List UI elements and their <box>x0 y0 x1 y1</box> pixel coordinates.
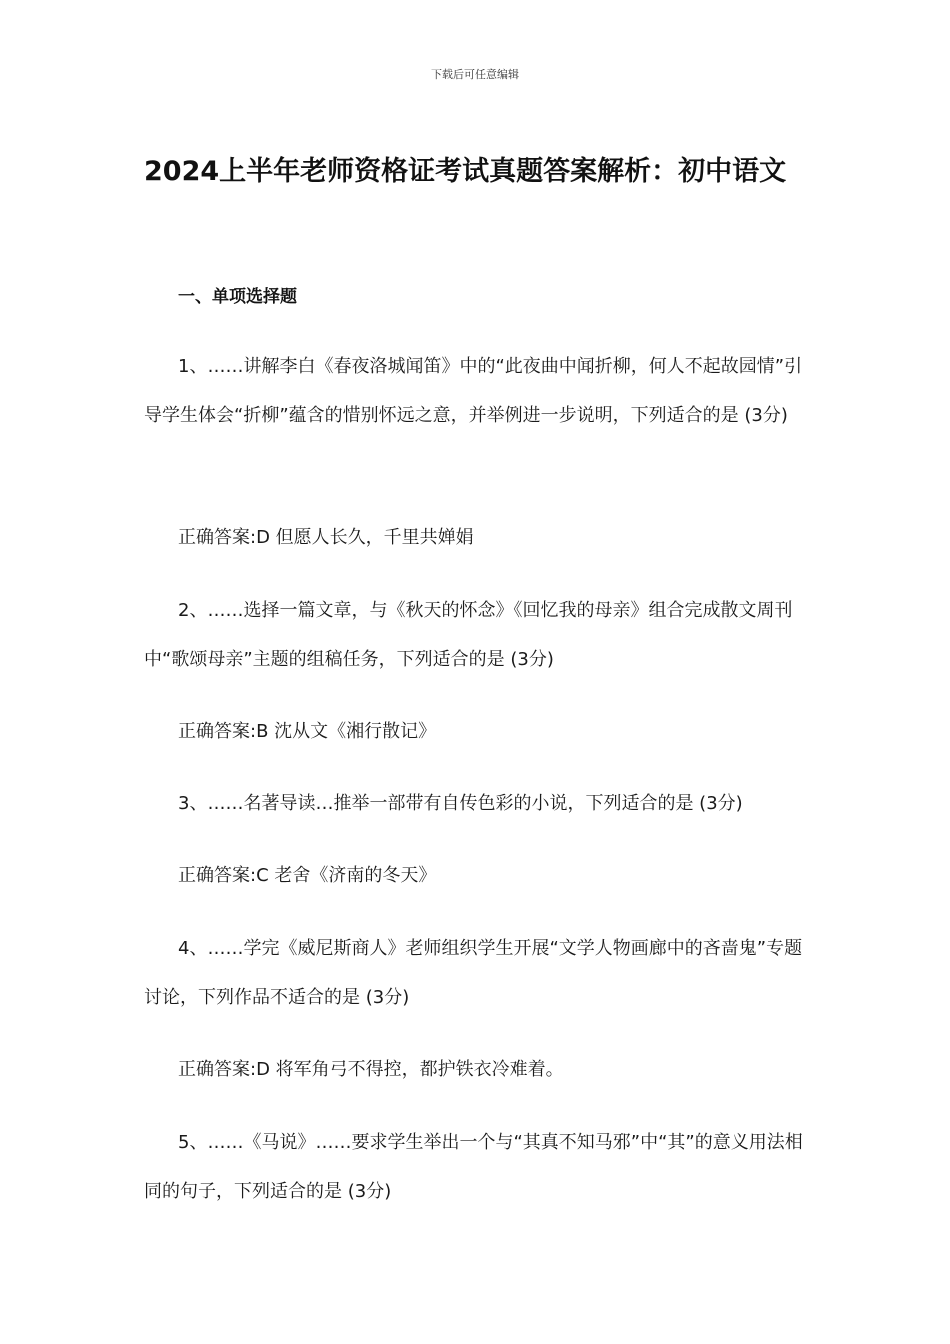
question-2-text: 2、……选择一篇文章，与《秋天的怀念》《回忆我的母亲》组合完成散文周刊中“歌颂母亲”主题的组稿任务，下列适合的是 (3分) <box>144 600 793 670</box>
question-3-text: 3、……名著导读…推举一部带有自传色彩的小说，下列适合的是 (3分) <box>178 793 743 814</box>
question-4-text: 4、……学完《威尼斯商人》老师组织学生开展“文学人物画廊中的吝啬鬼”专题讨论，下列作品不适合的是 (3分) <box>144 938 803 1008</box>
section-heading: 一、单项选择题 <box>178 287 297 307</box>
question-1-text: 1、……讲解李白《春夜洛城闻笛》中的“此夜曲中闻折柳，何人不起故园情”引导学生体会“折柳”蕴含的惜别怀远之意，并举例进一步说明，下列适合的是 (3分) <box>144 356 803 426</box>
document-title: 2024上半年老师资格证考试真题答案解析：初中语文 <box>144 156 787 187</box>
question-4-answer: 正确答案:D 将军角弓不得控，都护铁衣冷难着。 <box>178 1059 564 1080</box>
question-2-answer: 正确答案:B 沈从文《湘行散记》 <box>178 721 437 742</box>
question-1-answer: 正确答案:D 但愿人长久，千里共婵娟 <box>178 527 474 548</box>
question-3-answer: 正确答案:C 老舍《济南的冬天》 <box>178 865 437 886</box>
page-header-note: 下载后可任意编辑 <box>431 68 519 81</box>
question-5-text: 5、……《马说》……要求学生举出一个与“其真不知马邪”中“其”的意义用法相同的句子，下列适合的是 (3分) <box>144 1132 803 1202</box>
